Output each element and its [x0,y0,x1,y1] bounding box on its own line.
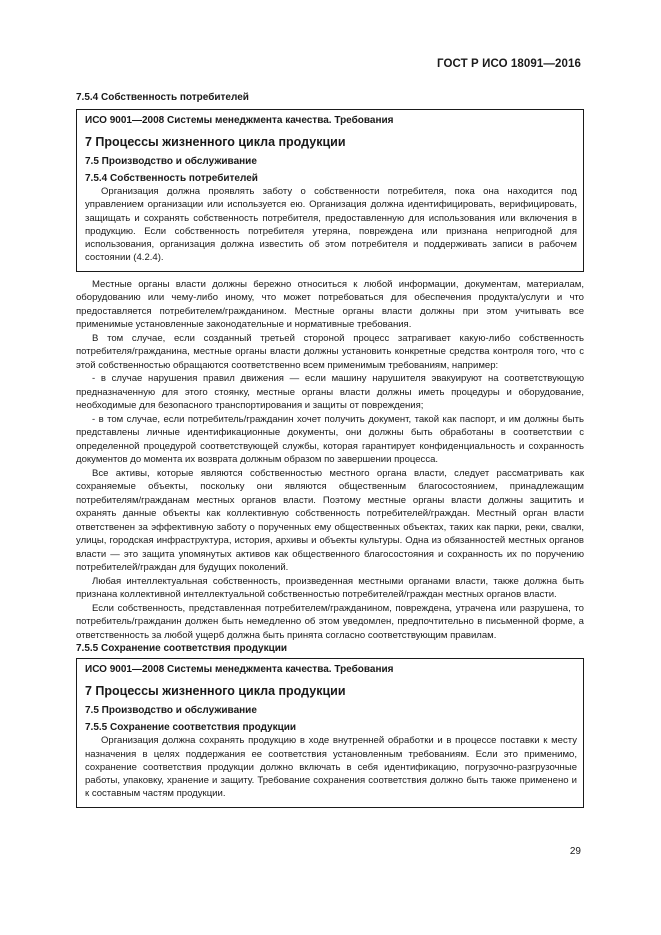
standard-title: ИСО 9001—2008 Системы менеджмента качества. Требования [85,115,394,126]
page-content [76,92,584,814]
subchapter-title: 7.5 Производство и обслуживание [85,156,257,167]
quoted-standard-box-2 [76,658,584,807]
body-list-item-1: - в случае нарушения правил движения — если машину нарушителя эвакуируют на соответствующую предназначенную для этого стоянку, местные органы власти должны иметь процедуры и оборудование, необходимые для безопасного транспортирования и защиты от повреждения; [76,373,584,412]
body-list-item-2: - в том случае, если потребитель/гражданин хочет получить документ, такой как паспорт, и им должны быть представлены личные идентификационные документы, они должны быть обработаны в соответствии с определенной процедурой соответствующей службы, которая гарантирует конфиденциальность и сохранность документов до момента их возврата должным образом по завершении процесса. [76,413,584,466]
page-number: 29 [569,846,581,857]
body-paragraph-1: Местные органы власти должны бережно относиться к любой информации, документам, материалам, оборудованию или чему-либо иному, что может потребоваться для обеспечения продукта/услуги и что предоставляется потребителем/гражданином. Местные органы власти должны при этом учитывать все применимые установленные законодательные и нормативные требования. [76,278,584,331]
section-heading-7-5-4: 7.5.4 Собственность потребителей [76,92,249,103]
clause-title: 7.5.4 Собственность потребителей [85,173,258,184]
body-paragraph-3: Все активы, которые являются собственностью местного органа власти, следует рассматривать как сохраняемые объекты, поскольку они являются общественным благосостоянием, принадлежащим потребителям/гражданам местных органов власти. Поэтому местные органы власти должны защитить и охранять данные объекты как коллективную собственность потребителей/граждан. Местный орган власти ответственен за эффективную заботу о порученных ему общественных объектах, таких как парки, реки, свалки, улицы, городская инфраструктура, история, архивы и объекты культуры. Одна из обязанностей местных органов власти — это защита упомянутых активов как общественного благосостояния и сохранность их по поручению потребителей/граждан для будущих поколений. [76,467,584,574]
section-heading-7-5-5: 7.5.5 Сохранение соответствия продукции [76,643,288,655]
body-paragraph-4: Любая интеллектуальная собственность, произведенная местными органами власти, также должна быть признана коллективной интеллектуальной собственностью потребителей/граждан местных органов власти. [76,575,584,601]
chapter-title: 7 Процессы жизненного цикла продукции [85,684,346,699]
quoted-standard-box-1 [76,109,584,272]
subchapter-title: 7.5 Производство и обслуживание [85,705,257,717]
clause-title: 7.5.5 Сохранение соответствия продукции [85,722,297,734]
standard-title: ИСО 9001—2008 Системы менеджмента качества. Требования [85,664,394,676]
clause-text: Организация должна проявлять заботу о собственности потребителя, пока она находится под управлением организации или используется ею. Организация должна идентифицировать, верифицировать, защищать и сохранять собственность потребителя, предоставленную для использования или включения в продукцию. Если собственность потребителя утеряна, повреждена или признана непригодной для использования, организация должна известить об этом потребителя и поддерживать записи в рабочем состоянии (4.2.4). [85,186,577,264]
body-paragraph-2: В том случае, если созданный третьей стороной процесс затрагивает какую-либо собственность потребителя/гражданина, местные органы власти должны установить конкретные средства контроля того, что с этой собственностью обращаются соответственно всем применимым требованиям, например: [76,332,584,371]
body-paragraph-5: Если собственность, представленная потребителем/гражданином, повреждена, утрачена или разрушена, то потребитель/гражданин должен быть немедленно об этом уведомлен, предпочтительно в письменной форме, а ответственность за любой ущерб должна быть принята согласно соответствующим правилам. [76,602,584,641]
clause-text: Организация должна сохранять продукцию в ходе внутренней обработки и в процессе поставки к месту назначения в целях поддержания ее соответствия установленным требованиям. Если это применимо, сохранение соответствия продукции должно включать в себя идентификацию, погрузочно-разгрузочные работы, упаковку, хранение и защиту. Требование сохранения соответствия должно быть также применено и к составным частям продукции. [85,735,577,800]
document-id: ГОСТ Р ИСО 18091—2016 [436,58,581,70]
chapter-title: 7 Процессы жизненного цикла продукции [85,135,346,149]
